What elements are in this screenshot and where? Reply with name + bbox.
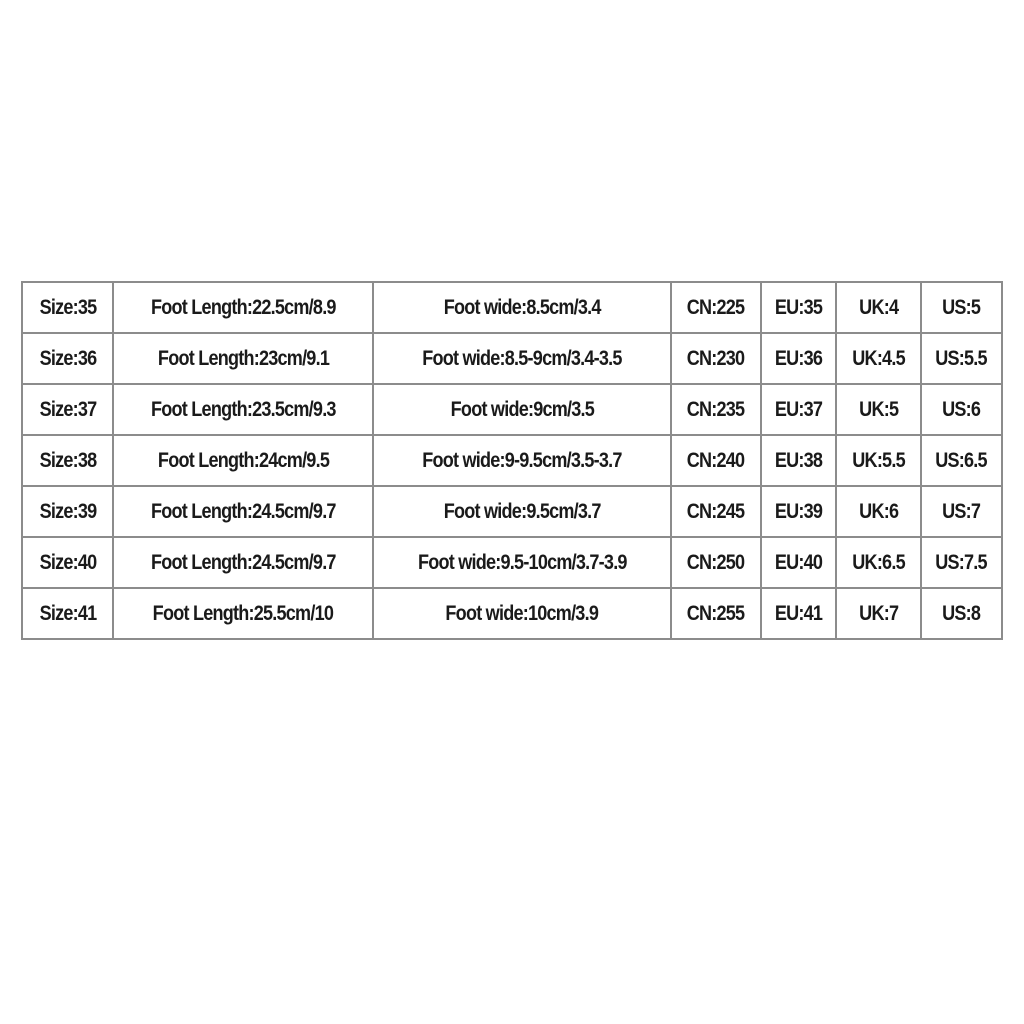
- foot-length-cell: Foot Length:24.5cm/9.7: [113, 537, 373, 588]
- us-size-cell: US:5: [921, 282, 1002, 333]
- us-size-cell: US:8: [921, 588, 1002, 639]
- foot-wide-cell: Foot wide:9.5-10cm/3.7-3.9: [373, 537, 670, 588]
- eu-size-cell: EU:37: [761, 384, 836, 435]
- foot-length-cell: Foot Length:24.5cm/9.7: [113, 486, 373, 537]
- size-cell: Size:38: [22, 435, 113, 486]
- table-row: [22, 588, 1002, 639]
- foot-length-cell: Foot Length:24cm/9.5: [113, 435, 373, 486]
- table-row: [22, 486, 1002, 537]
- table-row: [22, 333, 1002, 384]
- foot-length-cell: Foot Length:23cm/9.1: [113, 333, 373, 384]
- cn-size-cell: CN:255: [671, 588, 761, 639]
- size-cell: Size:39: [22, 486, 113, 537]
- size-cell: Size:41: [22, 588, 113, 639]
- foot-wide-cell: Foot wide:10cm/3.9: [373, 588, 670, 639]
- cn-size-cell: CN:240: [671, 435, 761, 486]
- uk-size-cell: UK:4: [836, 282, 920, 333]
- table-row: [22, 435, 1002, 486]
- cn-size-cell: CN:245: [671, 486, 761, 537]
- foot-wide-cell: Foot wide:9.5cm/3.7: [373, 486, 670, 537]
- table-row: [22, 537, 1002, 588]
- size-cell: Size:40: [22, 537, 113, 588]
- foot-wide-cell: Foot wide:8.5-9cm/3.4-3.5: [373, 333, 670, 384]
- uk-size-cell: UK:7: [836, 588, 920, 639]
- uk-size-cell: UK:6: [836, 486, 920, 537]
- foot-length-cell: Foot Length:22.5cm/8.9: [113, 282, 373, 333]
- cn-size-cell: CN:230: [671, 333, 761, 384]
- cn-size-cell: CN:235: [671, 384, 761, 435]
- eu-size-cell: EU:40: [761, 537, 836, 588]
- size-cell: Size:35: [22, 282, 113, 333]
- us-size-cell: US:7.5: [921, 537, 1002, 588]
- size-cell: Size:37: [22, 384, 113, 435]
- uk-size-cell: UK:4.5: [836, 333, 920, 384]
- eu-size-cell: EU:38: [761, 435, 836, 486]
- uk-size-cell: UK:5.5: [836, 435, 920, 486]
- foot-wide-cell: Foot wide:8.5cm/3.4: [373, 282, 670, 333]
- foot-wide-cell: Foot wide:9-9.5cm/3.5-3.7: [373, 435, 670, 486]
- table-row: [22, 384, 1002, 435]
- us-size-cell: US:6.5: [921, 435, 1002, 486]
- us-size-cell: US:6: [921, 384, 1002, 435]
- uk-size-cell: UK:5: [836, 384, 920, 435]
- us-size-cell: US:7: [921, 486, 1002, 537]
- eu-size-cell: EU:36: [761, 333, 836, 384]
- size-chart-table: [21, 281, 1003, 640]
- size-cell: Size:36: [22, 333, 113, 384]
- uk-size-cell: UK:6.5: [836, 537, 920, 588]
- foot-length-cell: Foot Length:25.5cm/10: [113, 588, 373, 639]
- eu-size-cell: EU:41: [761, 588, 836, 639]
- eu-size-cell: EU:39: [761, 486, 836, 537]
- cn-size-cell: CN:250: [671, 537, 761, 588]
- us-size-cell: US:5.5: [921, 333, 1002, 384]
- foot-wide-cell: Foot wide:9cm/3.5: [373, 384, 670, 435]
- eu-size-cell: EU:35: [761, 282, 836, 333]
- table-row: [22, 282, 1002, 333]
- cn-size-cell: CN:225: [671, 282, 761, 333]
- foot-length-cell: Foot Length:23.5cm/9.3: [113, 384, 373, 435]
